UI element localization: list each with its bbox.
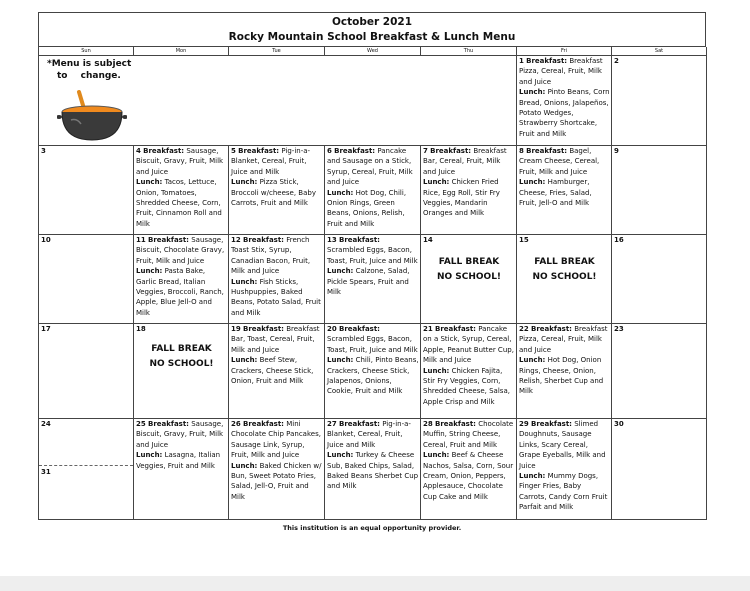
bottom-strip [0, 576, 750, 591]
menu-note-line3: change. [80, 71, 121, 81]
day-cell-12: 12 Breakfast: French Toast Stix, Syrup, Canadian Bacon, Fruit, Milk and Juice Lunch: Fish Sticks, Hushpuppies, Baked Beans, Potato Salad, Fruit and Milk [229, 235, 325, 324]
day-cell-9: 9 [612, 146, 707, 235]
month-title: October 2021 [331, 16, 413, 28]
day-cell-8: 8 Breakfast: Bagel, Cream Cheese, Cereal, Fruit, Milk and Juice Lunch: Hamburger, Cheese, Fries, Salad, Fruit, Jell-O and Milk [517, 146, 612, 235]
day-header-wed: Wed [325, 47, 421, 56]
day-cell-21: 21 Breakfast: Pancake on a Stick, Syrup, Cereal, Apple, Peanut Butter Cup, Milk and Juice Lunch: Chicken Fajita, Stir Fry Veggies, Corn, Shredded Cheese, Salsa, Apple Crisp and Milk [421, 324, 517, 419]
day-cell-1: 1 Breakfast: Breakfast Pizza, Cereal, Fruit, Milk and Juice Lunch: Pinto Beans, Corn Bread, Onions, Jalapeños, Potato Wedges, Strawberry Shortcake, Fruit and Milk [517, 56, 612, 146]
day-cell-23: 23 [612, 324, 707, 419]
day-cell-3: 3 [39, 146, 134, 235]
menu-sheet [38, 12, 706, 532]
menu-title [38, 12, 706, 46]
day-cell-20: 20 Breakfast: Scrambled Eggs, Bacon, Toast, Fruit, Juice and Milk Lunch: Chili, Pinto Beans, Crackers, Cheese Stick, Jalapenos, Onions, Cookie, Fruit and Milk [325, 324, 421, 419]
fall-break-label: FALL BREAK [151, 344, 212, 355]
day-cell-10: 10 [39, 235, 134, 324]
note-cell [39, 56, 517, 146]
day-header-sat: Sat [612, 47, 707, 56]
day-cell-4: 4 Breakfast: Sausage, Biscuit, Gravy, Fruit, Milk and Juice Lunch: Tacos, Lettuce, Onion, Tomatoes, Shredded Cheese, Corn, Fruit, Cinnamon Roll and Milk [134, 146, 229, 235]
day-cell-7: 7 Breakfast: Breakfast Bar, Cereal, Fruit, Milk and Juice Lunch: Chicken Fried Rice, Egg Roll, Stir Fry Veggies, Mandarin Oranges and Milk [421, 146, 517, 235]
menu-note-line2: to [57, 71, 68, 81]
soup-pot-icon [57, 90, 127, 142]
day-cell-25: 25 Breakfast: Sausage, Biscuit, Gravy, Fruit, Milk and Juice Lunch: Lasagna, Italian Veggies, Fruit and Milk [134, 419, 229, 520]
day-cell-26: 26 Breakfast: Mini Chocolate Chip Pancakes, Sausage Link, Syrup, Fruit, Milk and Juice Lunch: Baked Chicken w/ Bun, Sweet Potato Fries, Salad, Jell-O, Fruit and Milk [229, 419, 325, 520]
day-cell-22: 22 Breakfast: Breakfast Pizza, Cereal, Fruit, Milk and Juice Lunch: Hot Dog, Onion Rings, Cheese, Onion, Relish, Sherbet Cup and Milk [517, 324, 612, 419]
day-cell-19: 19 Breakfast: Breakfast Bar, Toast, Cereal, Fruit, Milk and Juice Lunch: Beef Stew, Crackers, Cheese Stick, Onion, Fruit and Milk [229, 324, 325, 419]
day-cell-15: 15 FALL BREAK NO SCHOOL! [517, 235, 612, 324]
day-header-sun: Sun [39, 47, 134, 56]
no-school-label: NO SCHOOL! [532, 272, 597, 283]
day-cell-24-31 [39, 419, 134, 520]
fall-break-label: FALL BREAK [438, 257, 500, 268]
day-header-mon: Mon [134, 47, 229, 56]
day-cell-11: 11 Breakfast: Sausage, Biscuit, Chocolate Gravy, Fruit, Milk and Juice Lunch: Pasta Bake, Garlic Bread, Italian Veggies, Broccoli, Ranch, Apple, Blue Jell-O and Milk [134, 235, 229, 324]
day-header-tue: Tue [229, 47, 325, 56]
day-number-24: 24 [41, 420, 51, 428]
day-cell-14: 14 FALL BREAK NO SCHOOL! [421, 235, 517, 324]
day-cell-29: 29 Breakfast: Slimed Doughnuts, Sausage Links, Scary Cereal, Grape Eyeballs, Milk and Juice Lunch: Mummy Dogs, Finger Fries, Baby Carrots, Candy Corn Fruit Parfait and Milk [517, 419, 612, 520]
day-cell-27: 27 Breakfast: Pig-in-a-Blanket, Cereal, Fruit, Juice and Milk Lunch: Turkey & Cheese Sub, Baked Chips, Salad, Baked Beans Sherbet Cup and Milk [325, 419, 421, 520]
no-school-label: NO SCHOOL! [436, 272, 502, 283]
day-cell-5: 5 Breakfast: Pig-in-a-Blanket, Cereal, Fruit, Juice and Milk Lunch: Pizza Stick, Broccoli w/cheese, Baby Carrots, Fruit and Milk [229, 146, 325, 235]
day-cell-6: 6 Breakfast: Pancake and Sausage on a Stick, Syrup, Cereal, Fruit, Milk and Juice Lunch: Hot Dog, Chili, Onion Rings, Green Beans, Onions, Relish, Fruit and Milk [325, 146, 421, 235]
day-cell-17: 17 [39, 324, 134, 419]
day-cell-13: 13 Breakfast: Scrambled Eggs, Bacon, Toast, Fruit, Juice and Milk Lunch: Calzone, Salad, Pickle Spears, Fruit and Milk [325, 235, 421, 324]
no-school-label: NO SCHOOL! [149, 359, 214, 370]
day-cell-28: 28 Breakfast: Chocolate Muffin, String Cheese, Cereal, Fruit and Milk Lunch: Beef & Cheese Nachos, Salsa, Corn, Sour Cream, Onion, Peppers, Applesauce, Chocolate Cup Cake and Milk [421, 419, 517, 520]
week-divider [39, 465, 133, 466]
school-title: Rocky Mountain School Breakfast & Lunch Menu [228, 31, 516, 43]
fall-break-label: FALL BREAK [534, 257, 595, 268]
day-cell-2: 2 [612, 56, 707, 146]
day-cell-30: 30 [612, 419, 707, 520]
day-number-31: 31 [41, 468, 51, 476]
day-cell-18: 18 FALL BREAK NO SCHOOL! [134, 324, 229, 419]
day-header-fri: Fri [517, 47, 612, 56]
calendar-grid [38, 46, 706, 520]
day-cell-16: 16 [612, 235, 707, 324]
menu-note-line1: *Menu is subject [47, 59, 132, 69]
equal-opportunity-footer: This institution is an equal opportunity provider. [282, 524, 462, 532]
day-header-thu: Thu [421, 47, 517, 56]
